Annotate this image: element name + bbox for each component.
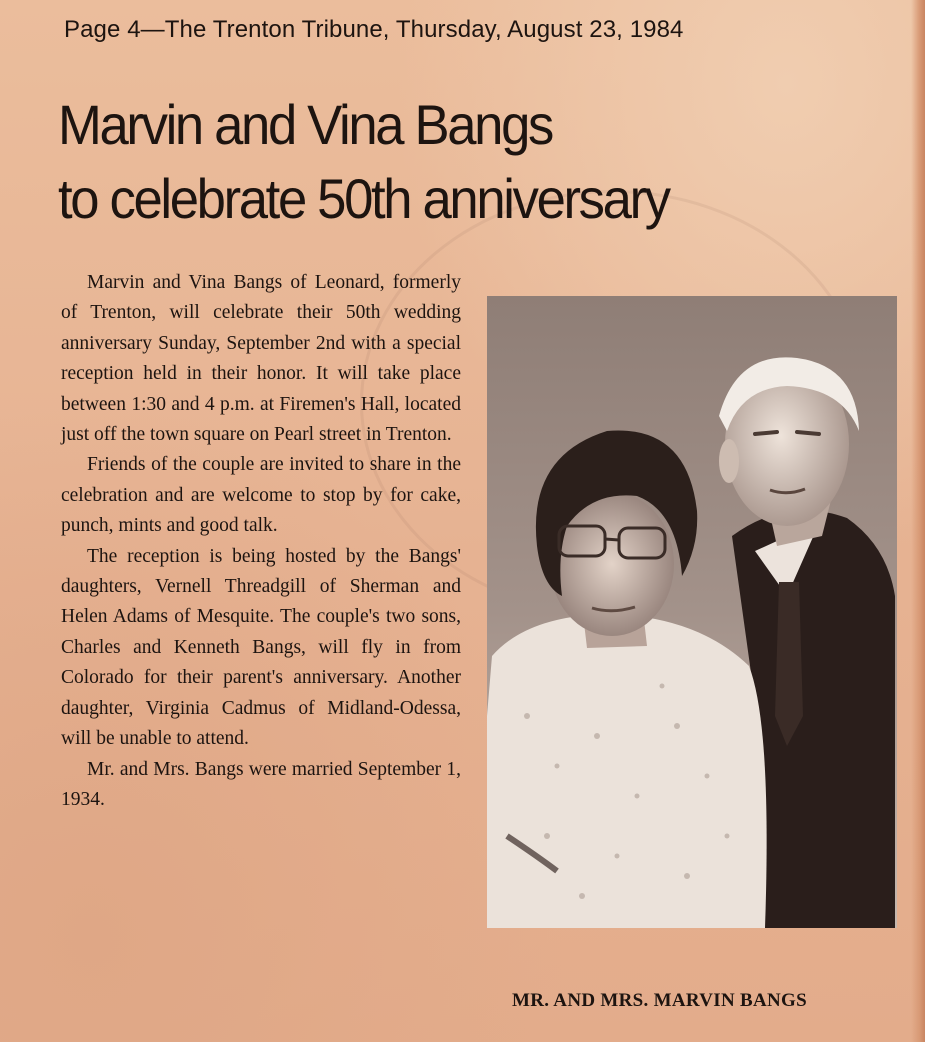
page-folio: Page 4—The Trenton Tribune, Thursday, August 23, 1984 — [64, 16, 684, 43]
headline-line-2: to celebrate 50th anniversary — [58, 167, 669, 230]
article-body — [61, 268, 461, 815]
photo-caption: MR. AND MRS. MARVIN BANGS — [512, 990, 807, 1011]
couple-photo-illustration — [487, 296, 897, 928]
torn-edge — [911, 0, 925, 1042]
couple-photo — [487, 296, 897, 928]
headline-line-1: Marvin and Vina Bangs — [58, 93, 552, 156]
article-paragraph-2: Friends of the couple are invited to share in the celebration and are welcome to stop by for cake, punch, mints and good talk. — [61, 454, 461, 537]
headline — [58, 88, 772, 236]
article-paragraph-1: Marvin and Vina Bangs of Leonard, formerly of Trenton, will celebrate their 50th wedding anniversary Sunday, September 2nd with a special reception held in their honor. It will take place between 1:30 and 4 p.m. at Firemen's Hall, located just off the town square on Pearl street in Trenton. — [61, 272, 461, 446]
article-paragraph-3: The reception is being hosted by the Bangs' daughters, Vernell Threadgill of Sherman and Helen Adams of Mesquite. The couple's two sons, Charles and Kenneth Bangs, will fly in from Colorado for their parent's anniversary. Another daughter, Virginia Cadmus of Midland-Odessa, will be unable to attend. — [61, 545, 461, 750]
article-paragraph-4: Mr. and Mrs. Bangs were married September 1, 1934. — [61, 758, 461, 810]
